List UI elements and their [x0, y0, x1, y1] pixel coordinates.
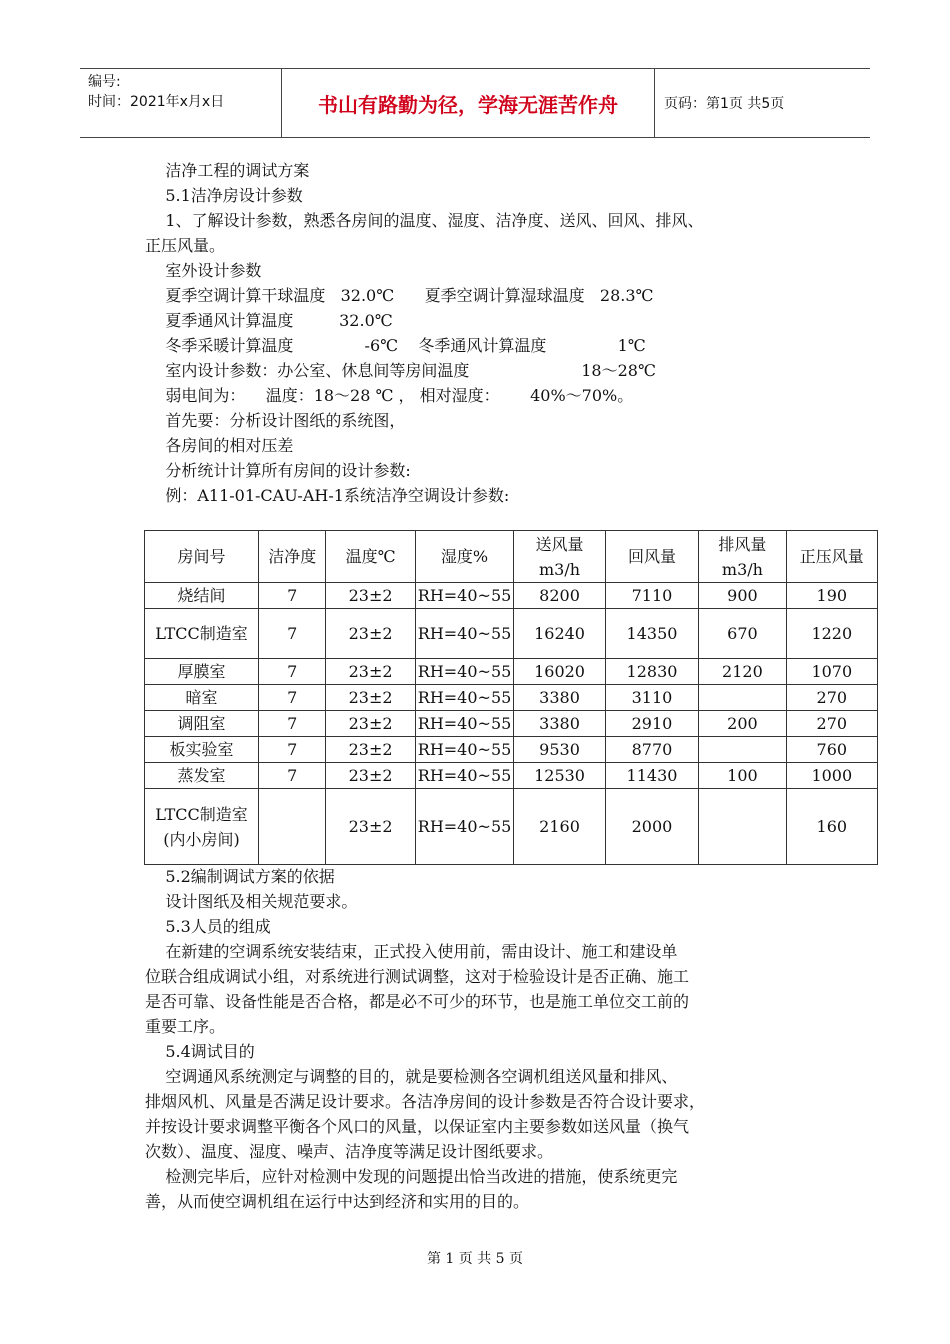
column-header: 送风量m3/h	[514, 531, 605, 583]
text-line: 冬季采暖计算温度 -6℃ 冬季通风计算温度 1℃	[145, 336, 646, 355]
table-cell: 7	[259, 609, 326, 659]
text-line: 位联合组成调试小组，对系统进行测试调整，这对于检验设计是否正确、施工	[145, 967, 690, 986]
table-cell: 160	[786, 789, 877, 865]
table-cell: 760	[786, 737, 877, 763]
text-line: 是否可靠、设备性能是否合格，都是必不可少的环节，也是施工单位交工前的	[145, 992, 690, 1011]
table-row	[145, 789, 878, 865]
table-cell: 23±2	[326, 763, 415, 789]
text-line: 善，从而使空调机组在运行中达到经济和实用的目的。	[145, 1192, 530, 1211]
table-cell: RH=40~55	[415, 609, 514, 659]
table-cell: 调阻室	[145, 711, 259, 737]
table-cell: 670	[699, 609, 786, 659]
text-line: 夏季通风计算温度 32.0℃	[145, 311, 393, 330]
table-row	[145, 763, 878, 789]
table-cell: 23±2	[326, 685, 415, 711]
text-line: 5.4调试目的	[145, 1042, 255, 1061]
table-row	[145, 711, 878, 737]
text-line: 室外设计参数	[145, 261, 262, 280]
table-cell: 23±2	[326, 659, 415, 685]
table-cell	[699, 685, 786, 711]
table-cell: RH=40~55	[415, 711, 514, 737]
text-line: 检测完毕后，应针对检测中发现的问题提出恰当改进的措施，使系统更完	[145, 1167, 678, 1186]
text-line: 排烟风机、风量是否满足设计要求。各洁净房间的设计参数是否符合设计要求，	[145, 1092, 706, 1111]
table-cell: 2160	[514, 789, 605, 865]
table-cell: 100	[699, 763, 786, 789]
column-header: 洁净度	[259, 531, 326, 583]
text-line: 室内设计参数：办公室、休息间等房间温度 18～28℃	[145, 361, 656, 380]
table-cell: RH=40~55	[415, 583, 514, 609]
table-cell: 2910	[605, 711, 698, 737]
table-cell	[259, 789, 326, 865]
table-cell: 2120	[699, 659, 786, 685]
table-cell: 9530	[514, 737, 605, 763]
text-line: 首先要：分析设计图纸的系统图，	[145, 411, 406, 430]
table-cell: RH=40~55	[415, 659, 514, 685]
table-cell: 1000	[786, 763, 877, 789]
header-motto: 书山有路勤为径，学海无涯苦作舟	[282, 69, 655, 137]
table-cell: RH=40~55	[415, 789, 514, 865]
column-header: 温度℃	[326, 531, 415, 583]
text-line: 在新建的空调系统安装结束，正式投入使用前，需由设计、施工和建设单	[145, 942, 678, 961]
table-cell: 3110	[605, 685, 698, 711]
text-line: 例：A11-01-CAU-AH-1系统洁净空调设计参数:	[145, 486, 510, 505]
text-line: 并按设计要求调整平衡各个风口的风量，以保证室内主要参数如送风量（换气	[145, 1117, 690, 1136]
text-line: 正压风量。	[145, 236, 226, 255]
table-cell: 板实验室	[145, 737, 259, 763]
intro-section	[145, 158, 835, 508]
table-cell: 190	[786, 583, 877, 609]
table-cell: 7	[259, 583, 326, 609]
header-meta	[80, 69, 282, 137]
doc-number-label: 编号:	[88, 74, 121, 90]
table-cell: 3380	[514, 711, 605, 737]
text-line: 5.2编制调试方案的依据	[145, 867, 335, 886]
table-cell: RH=40~55	[415, 737, 514, 763]
text-line: 空调通风系统测定与调整的目的，就是要检测各空调机组送风量和排风、	[145, 1067, 678, 1086]
text-line: 1、了解设计参数，熟悉各房间的温度、湿度、洁净度、送风、回风、排风、	[145, 211, 704, 230]
table-cell: 23±2	[326, 711, 415, 737]
table-cell: 暗室	[145, 685, 259, 711]
table-cell: LTCC制造室(内小房间)	[145, 789, 259, 865]
table-cell: 23±2	[326, 609, 415, 659]
table-row	[145, 659, 878, 685]
table-cell: 8770	[605, 737, 698, 763]
column-header: 正压风量	[786, 531, 877, 583]
doc-date-label: 时间：2021年x月x日	[88, 94, 225, 110]
text-line: 洁净工程的调试方案	[145, 161, 310, 180]
text-line: 重要工序。	[145, 1017, 226, 1036]
text-line: 设计图纸及相关规范要求。	[145, 892, 358, 911]
column-header: 房间号	[145, 531, 259, 583]
table-cell: 23±2	[326, 583, 415, 609]
table-cell: 蒸发室	[145, 763, 259, 789]
table-cell: RH=40~55	[415, 763, 514, 789]
table-cell: 12530	[514, 763, 605, 789]
table-row	[145, 737, 878, 763]
table-cell: 7	[259, 685, 326, 711]
body-section	[145, 864, 835, 1214]
table-cell: 7	[259, 659, 326, 685]
table-row	[145, 609, 878, 659]
table-cell: 烧结间	[145, 583, 259, 609]
text-line: 夏季空调计算干球温度 32.0℃ 夏季空调计算湿球温度 28.3℃	[145, 286, 654, 305]
table-cell: 23±2	[326, 789, 415, 865]
design-parameters-table	[144, 530, 878, 865]
table-cell: 8200	[514, 583, 605, 609]
table-cell: 900	[699, 583, 786, 609]
header-page-number: 页码：第1页 共5页	[664, 96, 785, 112]
table-row	[145, 583, 878, 609]
text-line: 次数）、温度、湿度、噪声、洁净度等满足设计图纸要求。	[145, 1142, 554, 1161]
table-cell: 12830	[605, 659, 698, 685]
text-line: 5.3人员的组成	[145, 917, 271, 936]
text-line: 弱电间为： 温度：18～28 ℃ ， 相对湿度： 40%～70%。	[145, 386, 634, 405]
table-cell: LTCC制造室	[145, 609, 259, 659]
table-header-row	[145, 531, 878, 583]
table-cell: 11430	[605, 763, 698, 789]
text-line: 分析统计计算所有房间的设计参数:	[145, 461, 411, 480]
column-header: 湿度%	[415, 531, 514, 583]
table-cell: 270	[786, 711, 877, 737]
table-cell: 14350	[605, 609, 698, 659]
text-line: 5.1洁净房设计参数	[145, 186, 303, 205]
table-cell: 200	[699, 711, 786, 737]
table-cell: 16020	[514, 659, 605, 685]
table-cell: 7	[259, 711, 326, 737]
table-cell: 16240	[514, 609, 605, 659]
table-cell: 23±2	[326, 737, 415, 763]
table-cell: 3380	[514, 685, 605, 711]
page-footer: 第 1 页 共 5 页	[426, 1251, 524, 1267]
table-cell: RH=40~55	[415, 685, 514, 711]
table-cell: 1220	[786, 609, 877, 659]
table-cell: 7110	[605, 583, 698, 609]
table-cell: 7	[259, 737, 326, 763]
table-row	[145, 685, 878, 711]
text-line: 各房间的相对压差	[145, 436, 294, 455]
table-cell: 2000	[605, 789, 698, 865]
table-cell: 270	[786, 685, 877, 711]
page-header	[80, 68, 870, 138]
column-header: 排风量m3/h	[699, 531, 786, 583]
table-cell: 1070	[786, 659, 877, 685]
table-cell	[699, 789, 786, 865]
table-cell: 厚膜室	[145, 659, 259, 685]
table-cell: 7	[259, 763, 326, 789]
column-header: 回风量	[605, 531, 698, 583]
table-cell	[699, 737, 786, 763]
